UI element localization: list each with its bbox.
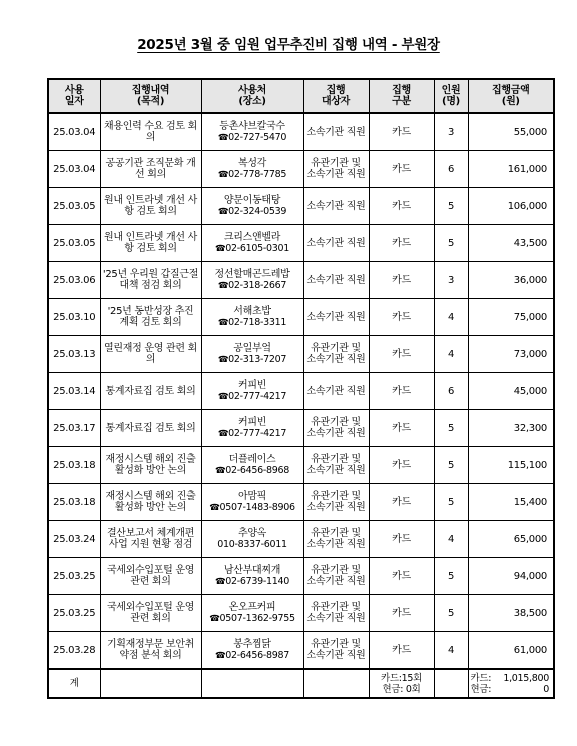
cell-purpose: 공공기관 조직문화 개선 회의 [100,151,201,188]
place-phone [204,243,301,255]
cell-target: 유관기관 및 소속기관 직원 [303,336,369,373]
place-phone [204,317,301,329]
cell-date: 25.03.13 [48,336,100,373]
phone-number: 02-313-7207 [228,353,287,365]
cell-amount: 115,100 [468,447,554,484]
table-body [48,113,554,669]
cell-date: 25.03.04 [48,151,100,188]
table-row [48,262,554,299]
cell-people: 4 [434,299,468,336]
cell-date: 25.03.14 [48,373,100,410]
cell-date: 25.03.10 [48,299,100,336]
cell-target: 소속기관 직원 [303,225,369,262]
place-name: 등촌샤브칼국수 [219,120,285,132]
cell-people: 4 [434,632,468,670]
cell-target: 소속기관 직원 [303,113,369,151]
place-phone [204,428,301,440]
cell-date: 25.03.24 [48,521,100,558]
total-amount-cash: 0 [543,683,549,695]
cell-date: 25.03.05 [48,225,100,262]
cell-purpose: 기획재정부문 보안취약점 분석 회의 [100,632,201,670]
cell-amount: 55,000 [468,113,554,151]
cell-purpose: '25년 동반성장 추진 계획 검토 회의 [100,299,201,336]
place-phone [204,465,301,477]
cell-date: 25.03.25 [48,558,100,595]
cell-method: 카드 [369,373,434,410]
phone-number: 02-318-2667 [228,279,287,291]
total-count [369,669,434,698]
phone-icon: ☎ [215,465,226,476]
cell-method: 카드 [369,113,434,151]
cell-people: 5 [434,410,468,447]
place-name: 커피빈 [237,379,267,391]
cell-method: 카드 [369,521,434,558]
cell-target: 유관기관 및 소속기관 직원 [303,558,369,595]
phone-icon: ☎ [215,576,226,587]
cell-place [201,373,303,410]
cell-place [201,113,303,151]
cell-people: 5 [434,225,468,262]
phone-icon: ☎ [217,280,229,291]
table-row [48,410,554,447]
phone-icon: ☎ [217,206,229,217]
phone-icon: ☎ [209,502,220,513]
cell-place [201,632,303,670]
total-empty-purpose [100,669,201,698]
cell-date: 25.03.18 [48,484,100,521]
cell-amount: 161,000 [468,151,554,188]
header-target: 집행 대상자 [303,79,369,113]
place-name: 정선할매곤드레밥 [214,268,290,280]
table-row [48,595,554,632]
cell-people: 3 [434,262,468,299]
cell-purpose: 국세외수입포털 운영 관련 회의 [100,595,201,632]
place-phone [204,613,301,625]
cell-target: 유관기관 및 소속기관 직원 [303,632,369,670]
expense-table [47,78,555,699]
cell-place [201,558,303,595]
cell-amount: 15,400 [468,484,554,521]
cell-people: 6 [434,373,468,410]
place-name: 커피빈 [237,416,267,428]
total-empty-people [434,669,468,698]
place-phone [204,206,301,218]
cell-method: 카드 [369,447,434,484]
total-empty-target [303,669,369,698]
table-row [48,151,554,188]
cell-people: 4 [434,521,468,558]
cell-amount: 43,500 [468,225,554,262]
phone-icon: ☎ [209,613,220,624]
phone-number: 02-6456-8968 [225,464,289,476]
cell-people: 6 [434,151,468,188]
phone-number: 010-8337-6011 [217,539,287,550]
cell-target: 소속기관 직원 [303,299,369,336]
cell-place [201,262,303,299]
phone-icon: ☎ [217,132,229,143]
phone-number: 0507-1483-8906 [219,501,295,513]
cell-amount: 36,000 [468,262,554,299]
phone-number: 02-6739-1140 [225,575,289,587]
table-row [48,484,554,521]
cell-date: 25.03.25 [48,595,100,632]
place-phone [204,280,301,292]
phone-icon: ☎ [217,169,229,180]
place-name: 남산부대찌개 [223,564,281,576]
header-people: 인원 (명) [434,79,468,113]
cell-amount: 32,300 [468,410,554,447]
phone-number: 02-777-4217 [228,390,287,402]
document-title-text: 2025년 3월 중 임원 업무추진비 집행 내역 - 부원장 [137,37,440,53]
total-count-cash: 현금: 0회 [382,683,421,695]
phone-number: 02-6105-0301 [225,242,289,254]
total-count-card: 카드:15회 [380,672,423,684]
place-name: 서해초밥 [233,305,271,317]
cell-method: 카드 [369,225,434,262]
place-name: 공일부엌 [233,342,271,354]
header-purpose: 집행내역 (목적) [100,79,201,113]
table-row [48,447,554,484]
cell-purpose: 재정시스템 해외 진출 활성화 방안 논의 [100,447,201,484]
cell-target: 소속기관 직원 [303,262,369,299]
cell-target: 유관기관 및 소속기관 직원 [303,521,369,558]
phone-icon: ☎ [217,391,229,402]
cell-place [201,410,303,447]
cell-method: 카드 [369,336,434,373]
cell-amount: 94,000 [468,558,554,595]
cell-method: 카드 [369,595,434,632]
cell-method: 카드 [369,262,434,299]
cell-purpose: 열린재정 운영 관련 회의 [100,336,201,373]
cell-people: 5 [434,595,468,632]
table-row [48,632,554,670]
phone-icon: ☎ [215,243,226,254]
place-name: 추양옥 [237,528,267,539]
total-empty-place [201,669,303,698]
cell-purpose: 원내 인트라넷 개선 사항 검토 회의 [100,225,201,262]
cell-target: 유관기관 및 소속기관 직원 [303,447,369,484]
cell-place [201,336,303,373]
cell-people: 3 [434,113,468,151]
cell-method: 카드 [369,484,434,521]
table-total-row [48,669,554,698]
table-header-row [48,79,554,113]
cell-place [201,521,303,558]
place-phone [204,169,301,181]
header-method: 집행 구분 [369,79,434,113]
cell-people: 5 [434,484,468,521]
place-phone [204,576,301,588]
phone-number: 02-718-3311 [228,316,287,328]
cell-place [201,299,303,336]
document-title [0,33,577,53]
phone-icon: ☎ [217,317,229,328]
phone-icon: ☎ [217,428,229,439]
header-amount: 집행금액 (원) [468,79,554,113]
cell-date: 25.03.28 [48,632,100,670]
phone-number: 02-777-4217 [228,427,287,439]
cell-target: 소속기관 직원 [303,188,369,225]
cell-place [201,188,303,225]
cell-purpose: 채용인력 수요 검토 회의 [100,113,201,151]
cell-place [201,151,303,188]
total-amount-cash-label: 현금: [470,683,492,695]
table-row [48,225,554,262]
cell-amount: 38,500 [468,595,554,632]
cell-place [201,484,303,521]
cell-amount: 73,000 [468,336,554,373]
cell-people: 5 [434,558,468,595]
cell-purpose: 통계자료집 검토 회의 [100,373,201,410]
cell-amount: 106,000 [468,188,554,225]
header-place: 사용처 (장소) [201,79,303,113]
cell-people: 5 [434,188,468,225]
place-name: 온오프커피 [228,601,276,613]
cell-target: 유관기관 및 소속기관 직원 [303,151,369,188]
cell-amount: 61,000 [468,632,554,670]
phone-icon: ☎ [215,650,226,661]
place-phone [204,391,301,403]
table-row [48,558,554,595]
table-row [48,299,554,336]
cell-people: 5 [434,447,468,484]
cell-target: 유관기관 및 소속기관 직원 [303,484,369,521]
place-phone [204,650,301,662]
phone-number: 02-6456-8987 [225,649,289,661]
place-name: 복성각 [237,157,267,169]
table-row [48,336,554,373]
place-name: 아맘픽 [237,490,267,502]
cell-date: 25.03.18 [48,447,100,484]
cell-place [201,595,303,632]
phone-number: 02-727-5470 [228,131,287,143]
table-row [48,188,554,225]
total-label: 계 [48,669,100,698]
table-row [48,521,554,558]
phone-number: 02-324-0539 [228,205,287,217]
cell-people: 4 [434,336,468,373]
phone-number: 02-778-7785 [228,168,287,180]
place-phone [204,539,301,550]
cell-purpose: 원내 인트라넷 개선 사항 검토 회의 [100,188,201,225]
cell-target: 유관기관 및 소속기관 직원 [303,410,369,447]
place-name: 크리스앤벨라 [223,231,281,243]
cell-place [201,447,303,484]
cell-amount: 45,000 [468,373,554,410]
cell-purpose: '25년 우리원 갑질근절 대책 점검 회의 [100,262,201,299]
cell-method: 카드 [369,410,434,447]
cell-target: 유관기관 및 소속기관 직원 [303,595,369,632]
total-amount [468,669,554,698]
place-name: 더플레이스 [228,453,276,465]
cell-purpose: 국세외수입포털 운영 관련 회의 [100,558,201,595]
cell-purpose: 결산보고서 체계개편 사업 지원 현황 점검 [100,521,201,558]
cell-target: 소속기관 직원 [303,373,369,410]
cell-purpose: 통계자료집 검토 회의 [100,410,201,447]
cell-method: 카드 [369,151,434,188]
cell-amount: 75,000 [468,299,554,336]
cell-amount: 65,000 [468,521,554,558]
cell-purpose: 재정시스템 해외 진출 활성화 방안 논의 [100,484,201,521]
cell-method: 카드 [369,299,434,336]
place-phone [204,354,301,366]
table-row [48,373,554,410]
phone-number: 0507-1362-9755 [219,612,295,624]
table-row [48,113,554,151]
place-name: 양문이동태탕 [223,194,281,206]
header-date: 사용 일자 [48,79,100,113]
total-amount-card-label: 카드: [470,672,492,684]
total-amount-card: 1,015,800 [503,672,549,684]
place-name: 봉추찜닭 [233,638,271,650]
cell-date: 25.03.17 [48,410,100,447]
place-phone [204,132,301,144]
cell-place [201,225,303,262]
place-phone [204,502,301,514]
phone-icon: ☎ [217,354,229,365]
cell-date: 25.03.06 [48,262,100,299]
cell-date: 25.03.04 [48,113,100,151]
cell-method: 카드 [369,632,434,670]
cell-date: 25.03.05 [48,188,100,225]
cell-method: 카드 [369,188,434,225]
cell-method: 카드 [369,558,434,595]
